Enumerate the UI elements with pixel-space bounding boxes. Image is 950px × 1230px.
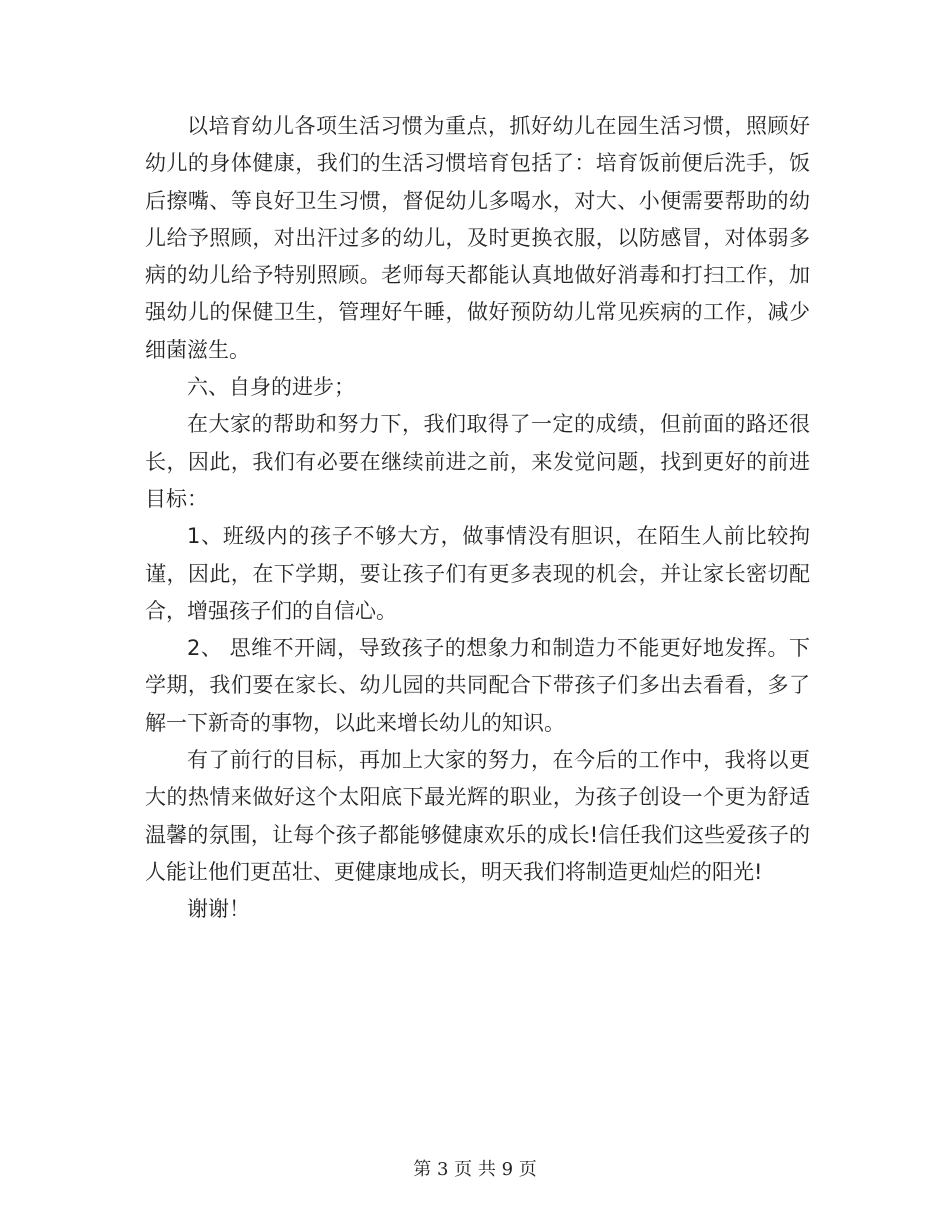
paragraph-goal-1: 1、班级内的孩子不够大方，做事情没有胆识，在陌生人前比较拘谨，因此，在下学期，要让孩子们有更多表现的机会，并让家长密切配合，增强孩子们的自信心。 xyxy=(145,524,810,623)
paragraph-thanks: 谢谢！ xyxy=(187,897,250,922)
paragraph-conclusion: 有了前行的目标，再加上大家的努力，在今后的工作中，我将以更大的热情来做好这个太阳底下最光辉的职业，为孩子创设一个更为舒适温馨的氛围，让每个孩子都能够健康欢乐的成长!信任我们这些爱孩子的人能让他们更茁壮、更健康地成长，明天我们将制造更灿烂的阳光! xyxy=(145,748,810,884)
section-heading-progress: 六、自身的进步； xyxy=(187,375,355,400)
paragraph-progress-intro: 在大家的帮助和努力下，我们取得了一定的成绩，但前面的路还很长，因此，我们有必要在继续前进之前，来发觉问题，找到更好的前进目标： xyxy=(145,412,810,511)
paragraph-goal-2: 2、 思维不开阔，导致孩子的想象力和制造力不能更好地发挥。下学期，我们要在家长、幼儿园的共同配合下带孩子们多出去看看，多了解一下新奇的事物，以此来增长幼儿的知识。 xyxy=(145,636,810,735)
document-body xyxy=(145,108,810,929)
page-number-footer: 第 3 页 共 9 页 xyxy=(413,1159,537,1180)
paragraph-habits: 以培育幼儿各项生活习惯为重点，抓好幼儿在园生活习惯，照顾好幼儿的身体健康，我们的生活习惯培育包括了：培育饭前便后洗手，饭后擦嘴、等良好卫生习惯，督促幼儿多喝水，对大、小便需要帮助的幼儿给予照顾，对出汗过多的幼儿，及时更换衣服，以防感冒，对体弱多病的幼儿给予特别照顾。老师每天都能认真地做好消毒和打扫工作，加强幼儿的保健卫生，管理好午睡，做好预防幼儿常见疾病的工作，减少细菌滋生。 xyxy=(145,114,810,362)
